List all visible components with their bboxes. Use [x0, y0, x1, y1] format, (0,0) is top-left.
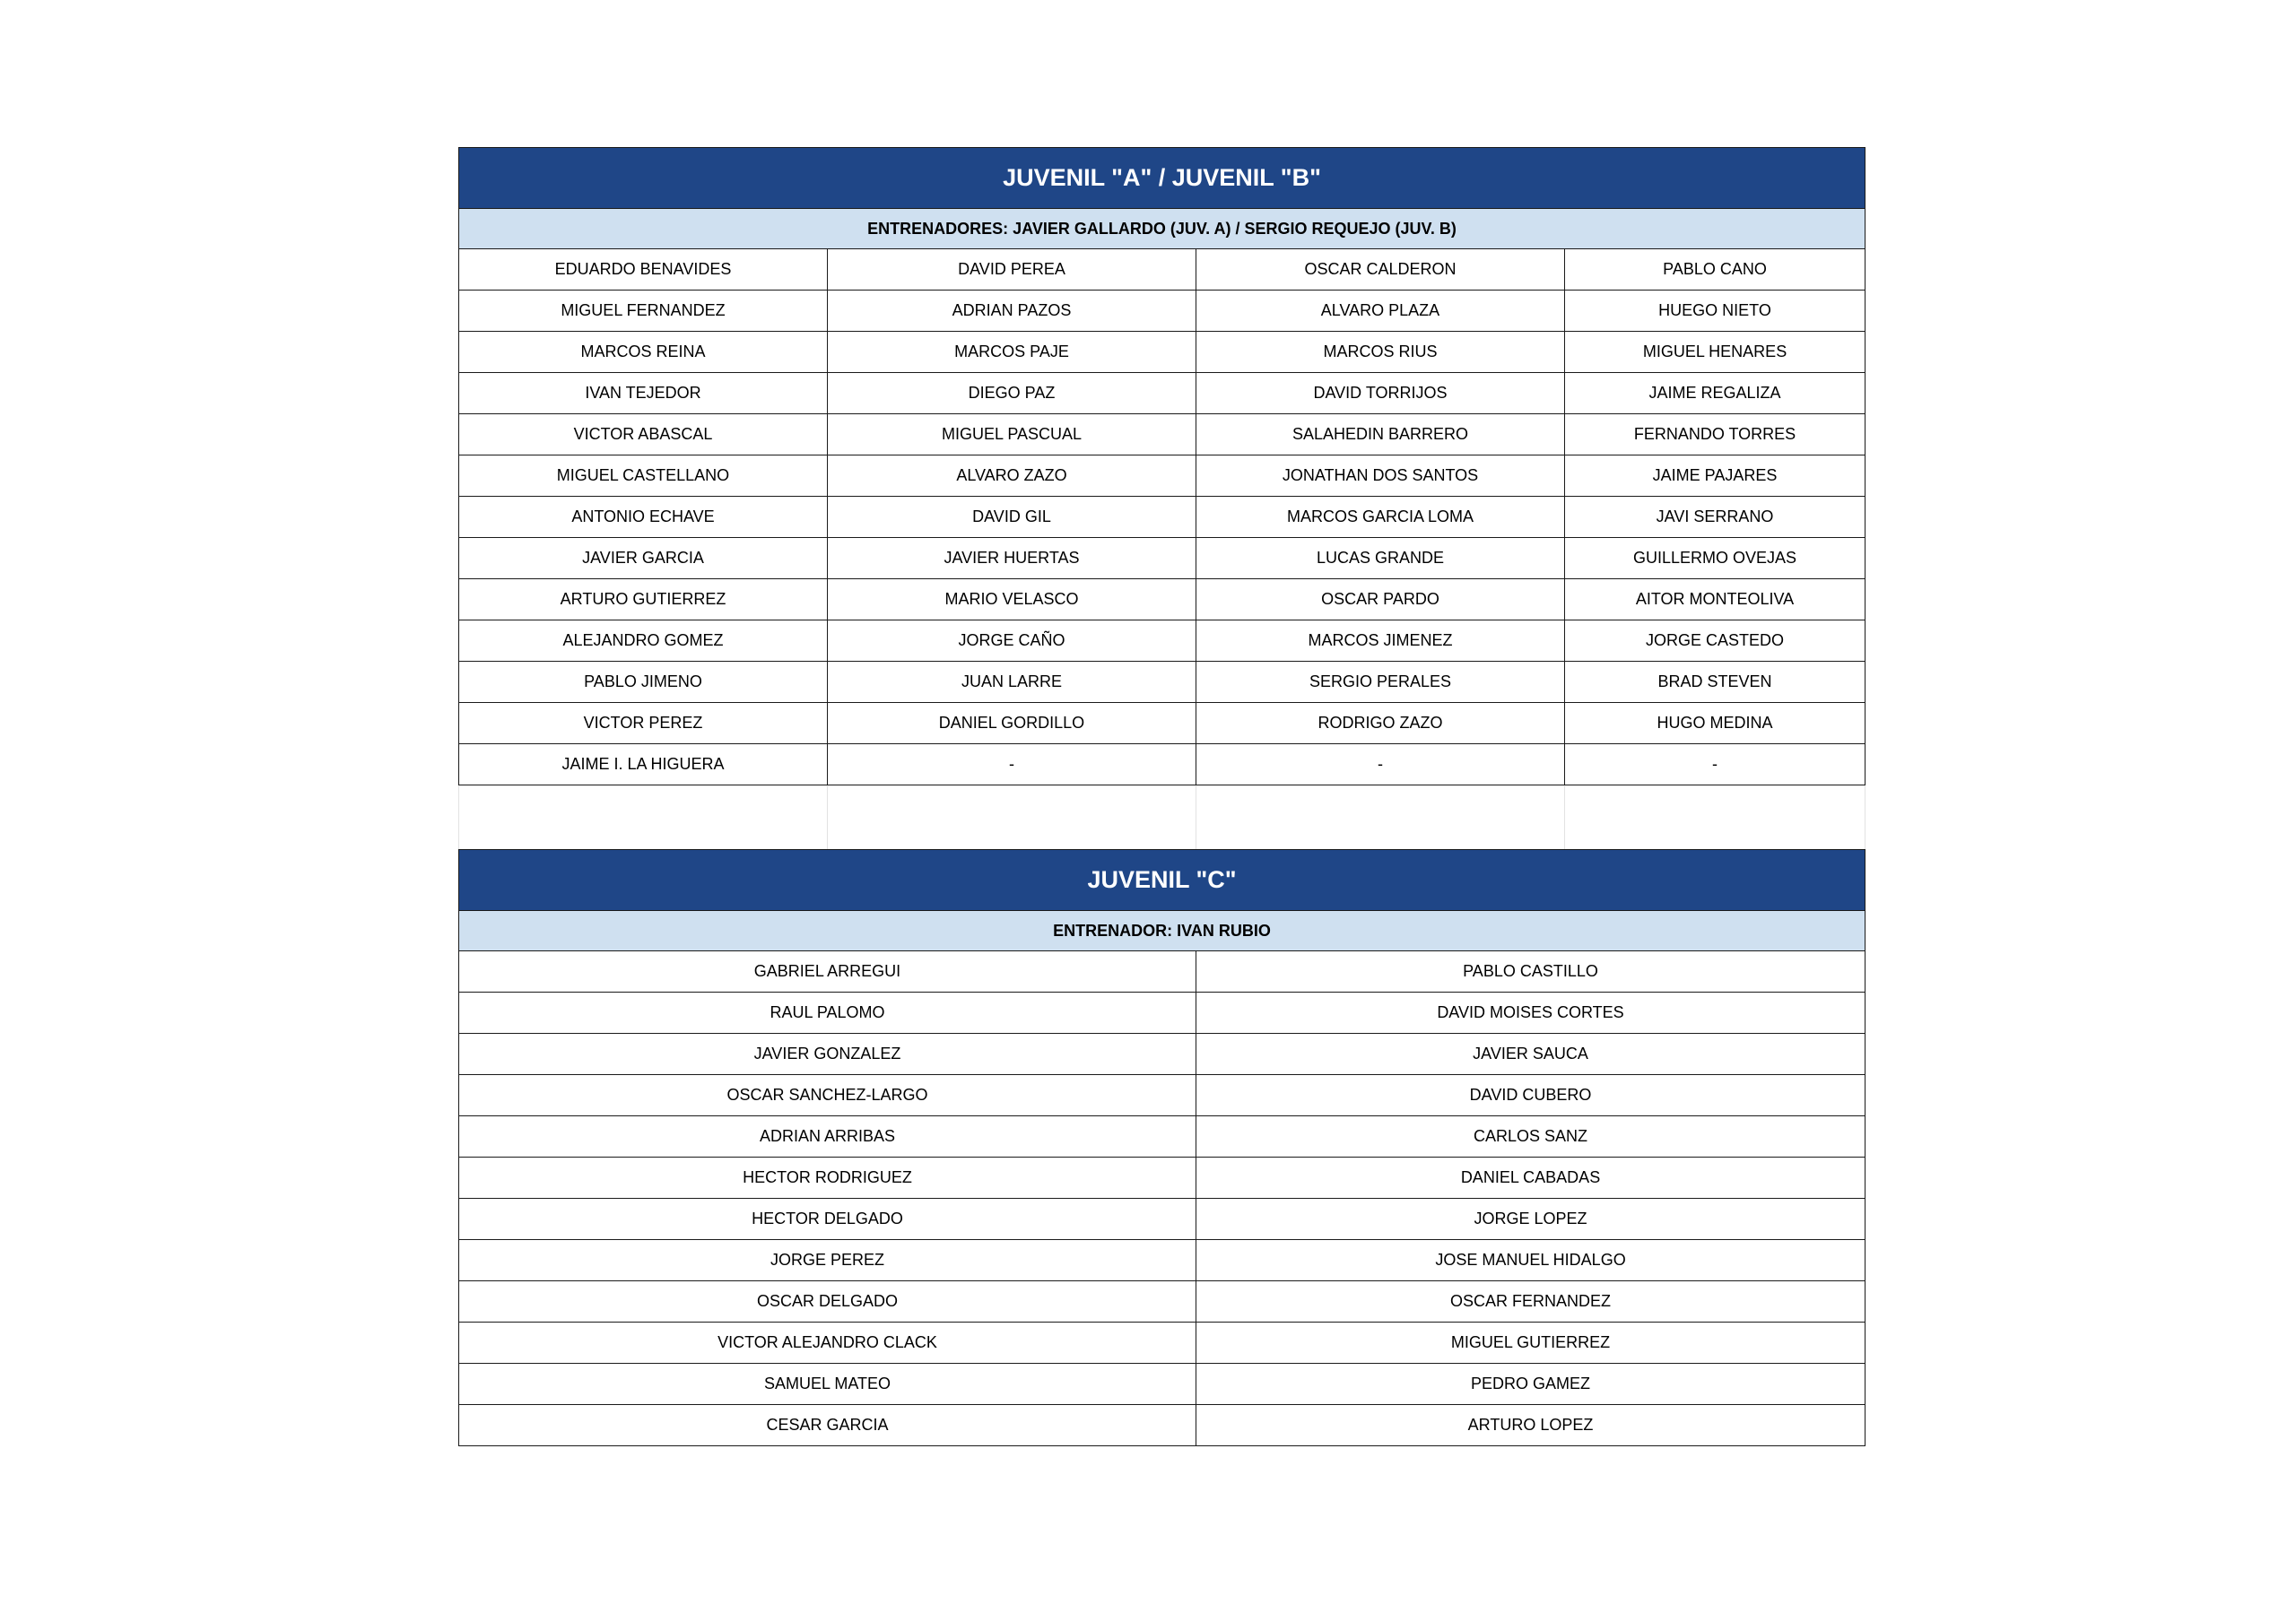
table-row: [459, 538, 1866, 579]
table-row: [459, 744, 1866, 785]
player-cell: GUILLERMO OVEJAS: [1565, 538, 1866, 579]
table-row: [459, 497, 1866, 538]
empty-cell: [459, 785, 828, 849]
player-cell: PABLO JIMENO: [459, 662, 828, 703]
player-cell: OSCAR PARDO: [1196, 579, 1565, 620]
player-cell: PABLO CASTILLO: [1196, 951, 1866, 993]
player-cell: JORGE CASTEDO: [1565, 620, 1866, 662]
player-cell: BRAD STEVEN: [1565, 662, 1866, 703]
player-cell: ALEJANDRO GOMEZ: [459, 620, 828, 662]
player-cell: ANTONIO ECHAVE: [459, 497, 828, 538]
team-ab-coaches: ENTRENADORES: JAVIER GALLARDO (JUV. A) / SERGIO REQUEJO (JUV. B): [459, 209, 1866, 249]
table-row: [459, 620, 1866, 662]
player-cell: JAVI SERRANO: [1565, 497, 1866, 538]
player-cell: -: [828, 744, 1196, 785]
player-cell: MIGUEL FERNANDEZ: [459, 291, 828, 332]
table-row: [459, 249, 1866, 291]
team-c-coaches: ENTRENADOR: IVAN RUBIO: [459, 911, 1866, 951]
player-cell: JAIME PAJARES: [1565, 455, 1866, 497]
player-cell: MIGUEL GUTIERREZ: [1196, 1323, 1866, 1364]
player-cell: DAVID TORRIJOS: [1196, 373, 1565, 414]
player-cell: JORGE CAÑO: [828, 620, 1196, 662]
player-cell: HUGO MEDINA: [1565, 703, 1866, 744]
player-cell: MIGUEL PASCUAL: [828, 414, 1196, 455]
player-cell: RODRIGO ZAZO: [1196, 703, 1565, 744]
team-ab-table: [458, 147, 1866, 785]
player-cell: GABRIEL ARREGUI: [459, 951, 1196, 993]
player-cell: DIEGO PAZ: [828, 373, 1196, 414]
table-row: [459, 662, 1866, 703]
player-cell: DAVID PEREA: [828, 249, 1196, 291]
player-cell: HECTOR DELGADO: [459, 1199, 1196, 1240]
table-row: [459, 1034, 1866, 1075]
player-cell: LUCAS GRANDE: [1196, 538, 1565, 579]
player-cell: ALVARO PLAZA: [1196, 291, 1565, 332]
player-cell: MARCOS RIUS: [1196, 332, 1565, 373]
table-row: [459, 1405, 1866, 1446]
table-row: [459, 579, 1866, 620]
player-cell: DANIEL CABADAS: [1196, 1158, 1866, 1199]
player-cell: -: [1196, 744, 1565, 785]
player-cell: ARTURO LOPEZ: [1196, 1405, 1866, 1446]
table-row: [459, 1075, 1866, 1116]
player-cell: CARLOS SANZ: [1196, 1116, 1866, 1158]
table-row: [459, 1323, 1866, 1364]
player-cell: OSCAR DELGADO: [459, 1281, 1196, 1323]
player-cell: VICTOR ABASCAL: [459, 414, 828, 455]
table-row: [459, 993, 1866, 1034]
team-ab-title: JUVENIL "A" / JUVENIL "B": [459, 148, 1866, 209]
table-row: [459, 703, 1866, 744]
player-cell: JOSE MANUEL HIDALGO: [1196, 1240, 1866, 1281]
player-cell: DAVID MOISES CORTES: [1196, 993, 1866, 1034]
table-row: [459, 291, 1866, 332]
player-cell: VICTOR ALEJANDRO CLACK: [459, 1323, 1196, 1364]
player-cell: HECTOR RODRIGUEZ: [459, 1158, 1196, 1199]
player-cell: JONATHAN DOS SANTOS: [1196, 455, 1565, 497]
player-cell: DAVID GIL: [828, 497, 1196, 538]
player-cell: MARCOS GARCIA LOMA: [1196, 497, 1565, 538]
player-cell: JAIME REGALIZA: [1565, 373, 1866, 414]
table-row: [459, 1364, 1866, 1405]
player-cell: MARIO VELASCO: [828, 579, 1196, 620]
player-cell: MIGUEL HENARES: [1565, 332, 1866, 373]
player-cell: SERGIO PERALES: [1196, 662, 1565, 703]
player-cell: JAVIER GONZALEZ: [459, 1034, 1196, 1075]
player-cell: EDUARDO BENAVIDES: [459, 249, 828, 291]
player-cell: ADRIAN PAZOS: [828, 291, 1196, 332]
roster-sheet: [458, 147, 1865, 1446]
table-row: [459, 1116, 1866, 1158]
player-cell: OSCAR SANCHEZ-LARGO: [459, 1075, 1196, 1116]
player-cell: JAIME I. LA HIGUERA: [459, 744, 828, 785]
team-c-title: JUVENIL "C": [459, 850, 1866, 911]
player-cell: ADRIAN ARRIBAS: [459, 1116, 1196, 1158]
player-cell: FERNANDO TORRES: [1565, 414, 1866, 455]
player-cell: HUEGO NIETO: [1565, 291, 1866, 332]
player-cell: MIGUEL CASTELLANO: [459, 455, 828, 497]
player-cell: JORGE PEREZ: [459, 1240, 1196, 1281]
player-cell: JAVIER HUERTAS: [828, 538, 1196, 579]
empty-cell: [1565, 785, 1866, 849]
player-cell: IVAN TEJEDOR: [459, 373, 828, 414]
empty-cell: [1196, 785, 1565, 849]
player-cell: SAMUEL MATEO: [459, 1364, 1196, 1405]
player-cell: PABLO CANO: [1565, 249, 1866, 291]
team-c-table: [458, 849, 1866, 1446]
player-cell: AITOR MONTEOLIVA: [1565, 579, 1866, 620]
player-cell: MARCOS REINA: [459, 332, 828, 373]
table-row: [459, 455, 1866, 497]
player-cell: JAVIER SAUCA: [1196, 1034, 1866, 1075]
player-cell: OSCAR FERNANDEZ: [1196, 1281, 1866, 1323]
table-row: [459, 1240, 1866, 1281]
table-row: [459, 373, 1866, 414]
player-cell: JUAN LARRE: [828, 662, 1196, 703]
table-row: [459, 1281, 1866, 1323]
table-row: [459, 414, 1866, 455]
spacer-row: [458, 785, 1866, 849]
table-row: [459, 1199, 1866, 1240]
player-cell: JAVIER GARCIA: [459, 538, 828, 579]
player-cell: ALVARO ZAZO: [828, 455, 1196, 497]
player-cell: VICTOR PEREZ: [459, 703, 828, 744]
empty-cell: [828, 785, 1196, 849]
player-cell: ARTURO GUTIERREZ: [459, 579, 828, 620]
player-cell: CESAR GARCIA: [459, 1405, 1196, 1446]
player-cell: -: [1565, 744, 1866, 785]
table-row: [459, 951, 1866, 993]
table-row: [459, 1158, 1866, 1199]
player-cell: MARCOS JIMENEZ: [1196, 620, 1565, 662]
player-cell: JORGE LOPEZ: [1196, 1199, 1866, 1240]
player-cell: PEDRO GAMEZ: [1196, 1364, 1866, 1405]
player-cell: DANIEL GORDILLO: [828, 703, 1196, 744]
player-cell: OSCAR CALDERON: [1196, 249, 1565, 291]
player-cell: DAVID CUBERO: [1196, 1075, 1866, 1116]
player-cell: SALAHEDIN BARRERO: [1196, 414, 1565, 455]
player-cell: MARCOS PAJE: [828, 332, 1196, 373]
player-cell: RAUL PALOMO: [459, 993, 1196, 1034]
table-row: [459, 332, 1866, 373]
